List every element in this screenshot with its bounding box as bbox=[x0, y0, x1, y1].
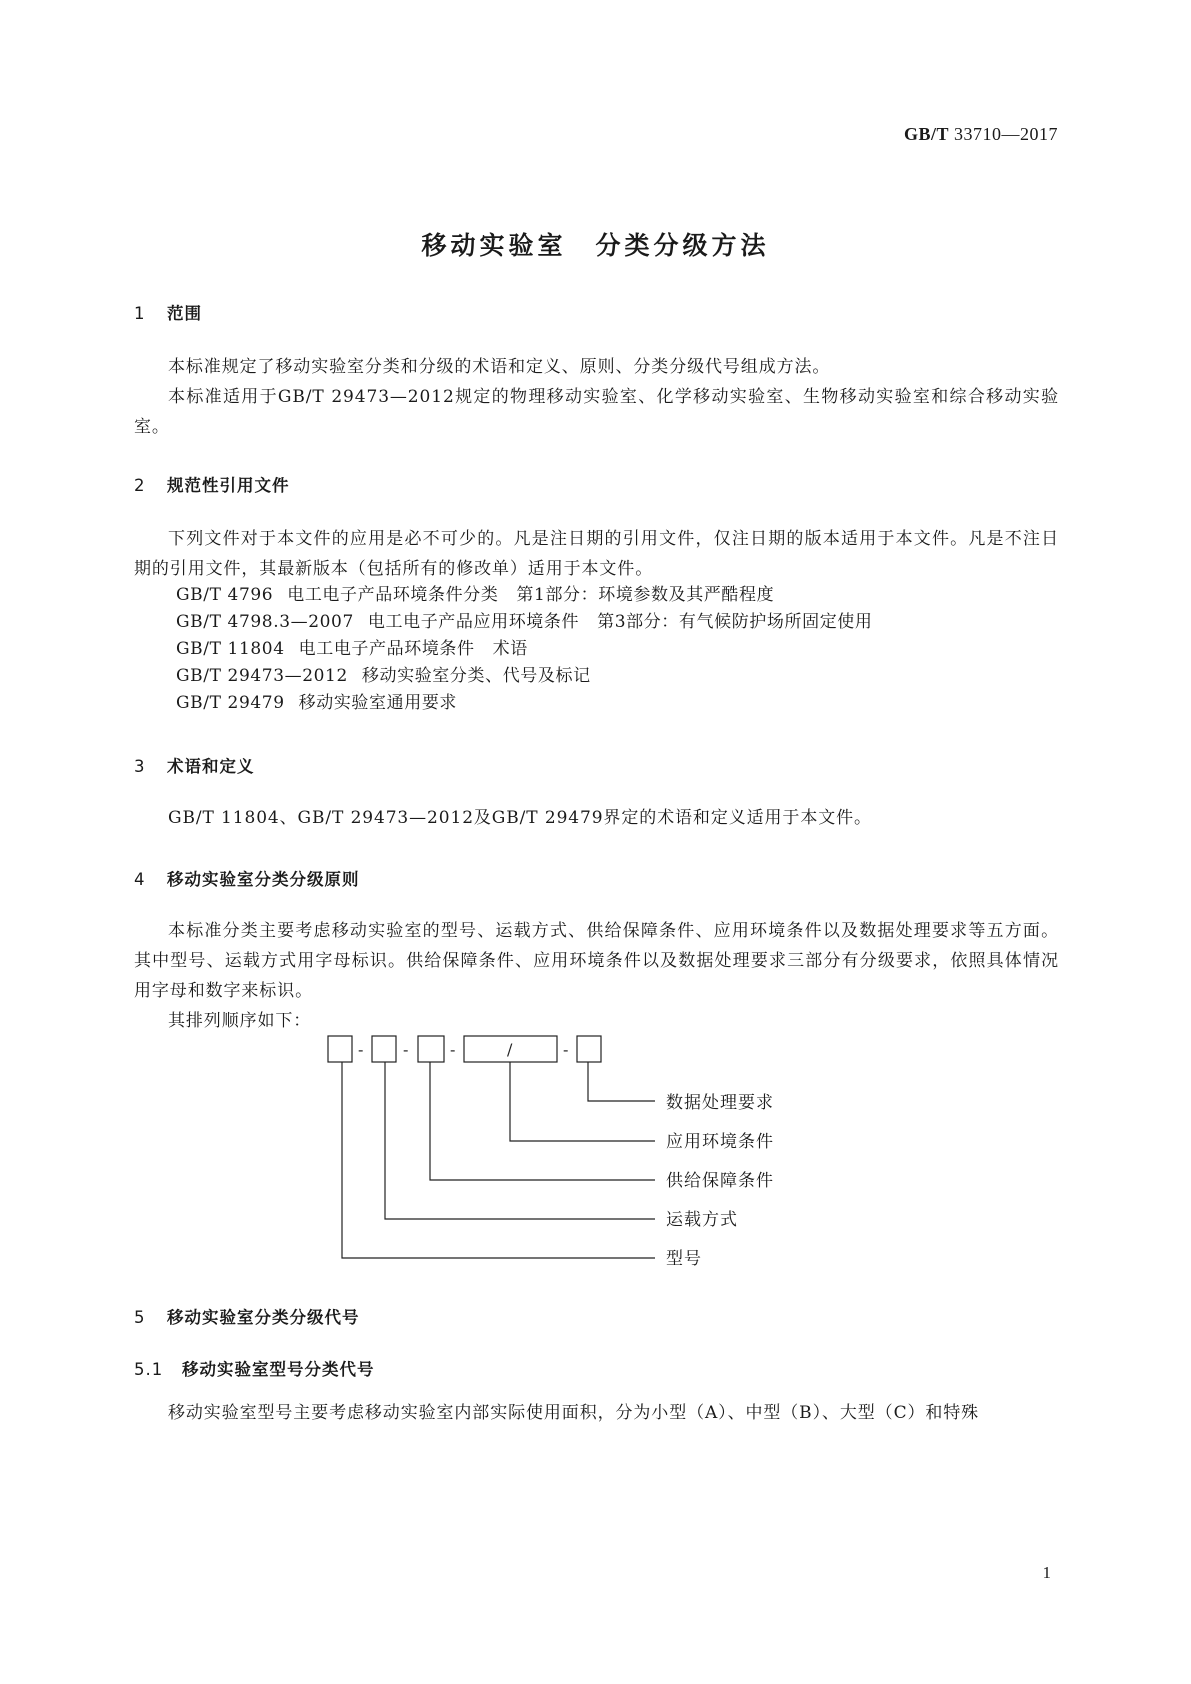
section-1-heading bbox=[134, 300, 202, 324]
reference-item bbox=[176, 607, 873, 637]
reference-part: 第3部分：有气候防护场所固定使用 bbox=[597, 612, 873, 632]
reference-code: GB/T 4796 bbox=[176, 585, 274, 605]
separator: - bbox=[450, 1040, 456, 1059]
section-number: 2 bbox=[134, 476, 146, 495]
diagram-label: 型号 bbox=[666, 1249, 702, 1269]
section-number: 5 bbox=[134, 1308, 146, 1327]
leader-line-transport bbox=[385, 1062, 655, 1219]
section-title: 移动实验室分类分级原则 bbox=[167, 870, 360, 889]
reference-name: 移动实验室通用要求 bbox=[298, 693, 458, 713]
reference-item bbox=[176, 580, 774, 610]
section-title: 移动实验室型号分类代号 bbox=[182, 1360, 375, 1379]
code-box-transport bbox=[372, 1036, 396, 1062]
reference-name: 电工电子产品环境条件分类 bbox=[287, 585, 499, 605]
standard-code bbox=[904, 124, 1058, 145]
diagram-label: 运载方式 bbox=[666, 1210, 738, 1230]
diagram-label: 供给保障条件 bbox=[666, 1171, 774, 1191]
section-number: 4 bbox=[134, 870, 146, 889]
reference-item bbox=[176, 634, 528, 664]
diagram-label: 应用环境条件 bbox=[666, 1132, 774, 1152]
paragraph: 本标准适用于GB/T 29473—2012规定的物理移动实验室、化学移动实验室、生物移动实验室和综合移动实验室。 bbox=[134, 387, 1059, 437]
diagram-label: 数据处理要求 bbox=[666, 1093, 774, 1113]
paragraph: 本标准分类主要考虑移动实验室的型号、运载方式、供给保障条件、应用环境条件以及数据处理要求等五方面。其中型号、运载方式用字母标识。供给保障条件、应用环境条件以及数据处理要求三部分有分级要求，依照具体情况用字母和数字来标识。 bbox=[134, 921, 1059, 1001]
reference-code: GB/T 29473—2012 bbox=[176, 666, 348, 686]
section-number: 5.1 bbox=[134, 1360, 164, 1379]
reference-item bbox=[176, 661, 591, 691]
paragraph: 其排列顺序如下： bbox=[168, 1011, 312, 1031]
slash: / bbox=[507, 1040, 513, 1059]
paragraph: GB/T 11804、GB/T 29473—2012及GB/T 29479界定的术语和定义适用于本文件。 bbox=[168, 808, 872, 828]
section-5-1-heading bbox=[134, 1356, 375, 1380]
reference-name: 移动实验室分类、代号及标记 bbox=[361, 666, 591, 686]
section-number: 3 bbox=[134, 757, 146, 776]
code-box-model bbox=[328, 1036, 352, 1062]
leader-line-model bbox=[342, 1062, 655, 1258]
reference-name: 电工电子产品环境条件 bbox=[298, 639, 475, 659]
section-title: 范围 bbox=[167, 304, 202, 323]
standard-prefix: GB/T bbox=[903, 124, 949, 144]
section-5-heading bbox=[134, 1304, 360, 1328]
section-number: 1 bbox=[134, 304, 146, 323]
reference-name: 电工电子产品应用环境条件 bbox=[367, 612, 580, 632]
leader-line-data bbox=[588, 1062, 655, 1101]
section-3-body bbox=[134, 803, 1059, 833]
reference-part: 术语 bbox=[492, 639, 528, 659]
section-3-heading bbox=[134, 753, 255, 777]
reference-code: GB/T 11804 bbox=[176, 639, 285, 659]
code-box-supply bbox=[418, 1036, 444, 1062]
section-title: 术语和定义 bbox=[167, 757, 255, 776]
leader-line-environment bbox=[510, 1062, 655, 1141]
separator: - bbox=[358, 1040, 364, 1059]
paragraph: 移动实验室型号主要考虑移动实验室内部实际使用面积，分为小型（A）、中型（B）、大型（C）和特殊 bbox=[168, 1403, 980, 1423]
reference-item bbox=[176, 688, 457, 718]
paragraph: 本标准规定了移动实验室分类和分级的术语和定义、原则、分类分级代号组成方法。 bbox=[168, 357, 831, 377]
section-1-body bbox=[134, 352, 1059, 442]
section-title: 规范性引用文件 bbox=[167, 476, 290, 495]
section-2-heading bbox=[134, 472, 290, 496]
section-4-body bbox=[134, 916, 1059, 1036]
document-title: 移动实验室 分类分级方法 bbox=[421, 231, 770, 260]
paragraph: 下列文件对于本文件的应用是必不可少的。凡是注日期的引用文件，仅注日期的版本适用于本文件。凡是不注日期的引用文件，其最新版本（包括所有的修改单）适用于本文件。 bbox=[134, 529, 1059, 579]
standard-number: 33710—2017 bbox=[954, 124, 1058, 144]
page-number: 1 bbox=[1042, 1563, 1051, 1582]
separator: - bbox=[403, 1040, 409, 1059]
section-4-heading bbox=[134, 866, 360, 890]
separator: - bbox=[563, 1040, 569, 1059]
leader-line-supply bbox=[430, 1062, 655, 1180]
code-box-data bbox=[577, 1036, 601, 1062]
reference-code: GB/T 29479 bbox=[176, 693, 285, 713]
reference-code: GB/T 4798.3—2007 bbox=[176, 612, 354, 632]
section-5-1-body bbox=[134, 1398, 1059, 1428]
code-box-environment bbox=[464, 1036, 557, 1062]
section-title: 移动实验室分类分级代号 bbox=[167, 1308, 360, 1327]
section-2-intro bbox=[134, 524, 1059, 584]
reference-part: 第1部分：环境参数及其严酷程度 bbox=[516, 585, 775, 605]
